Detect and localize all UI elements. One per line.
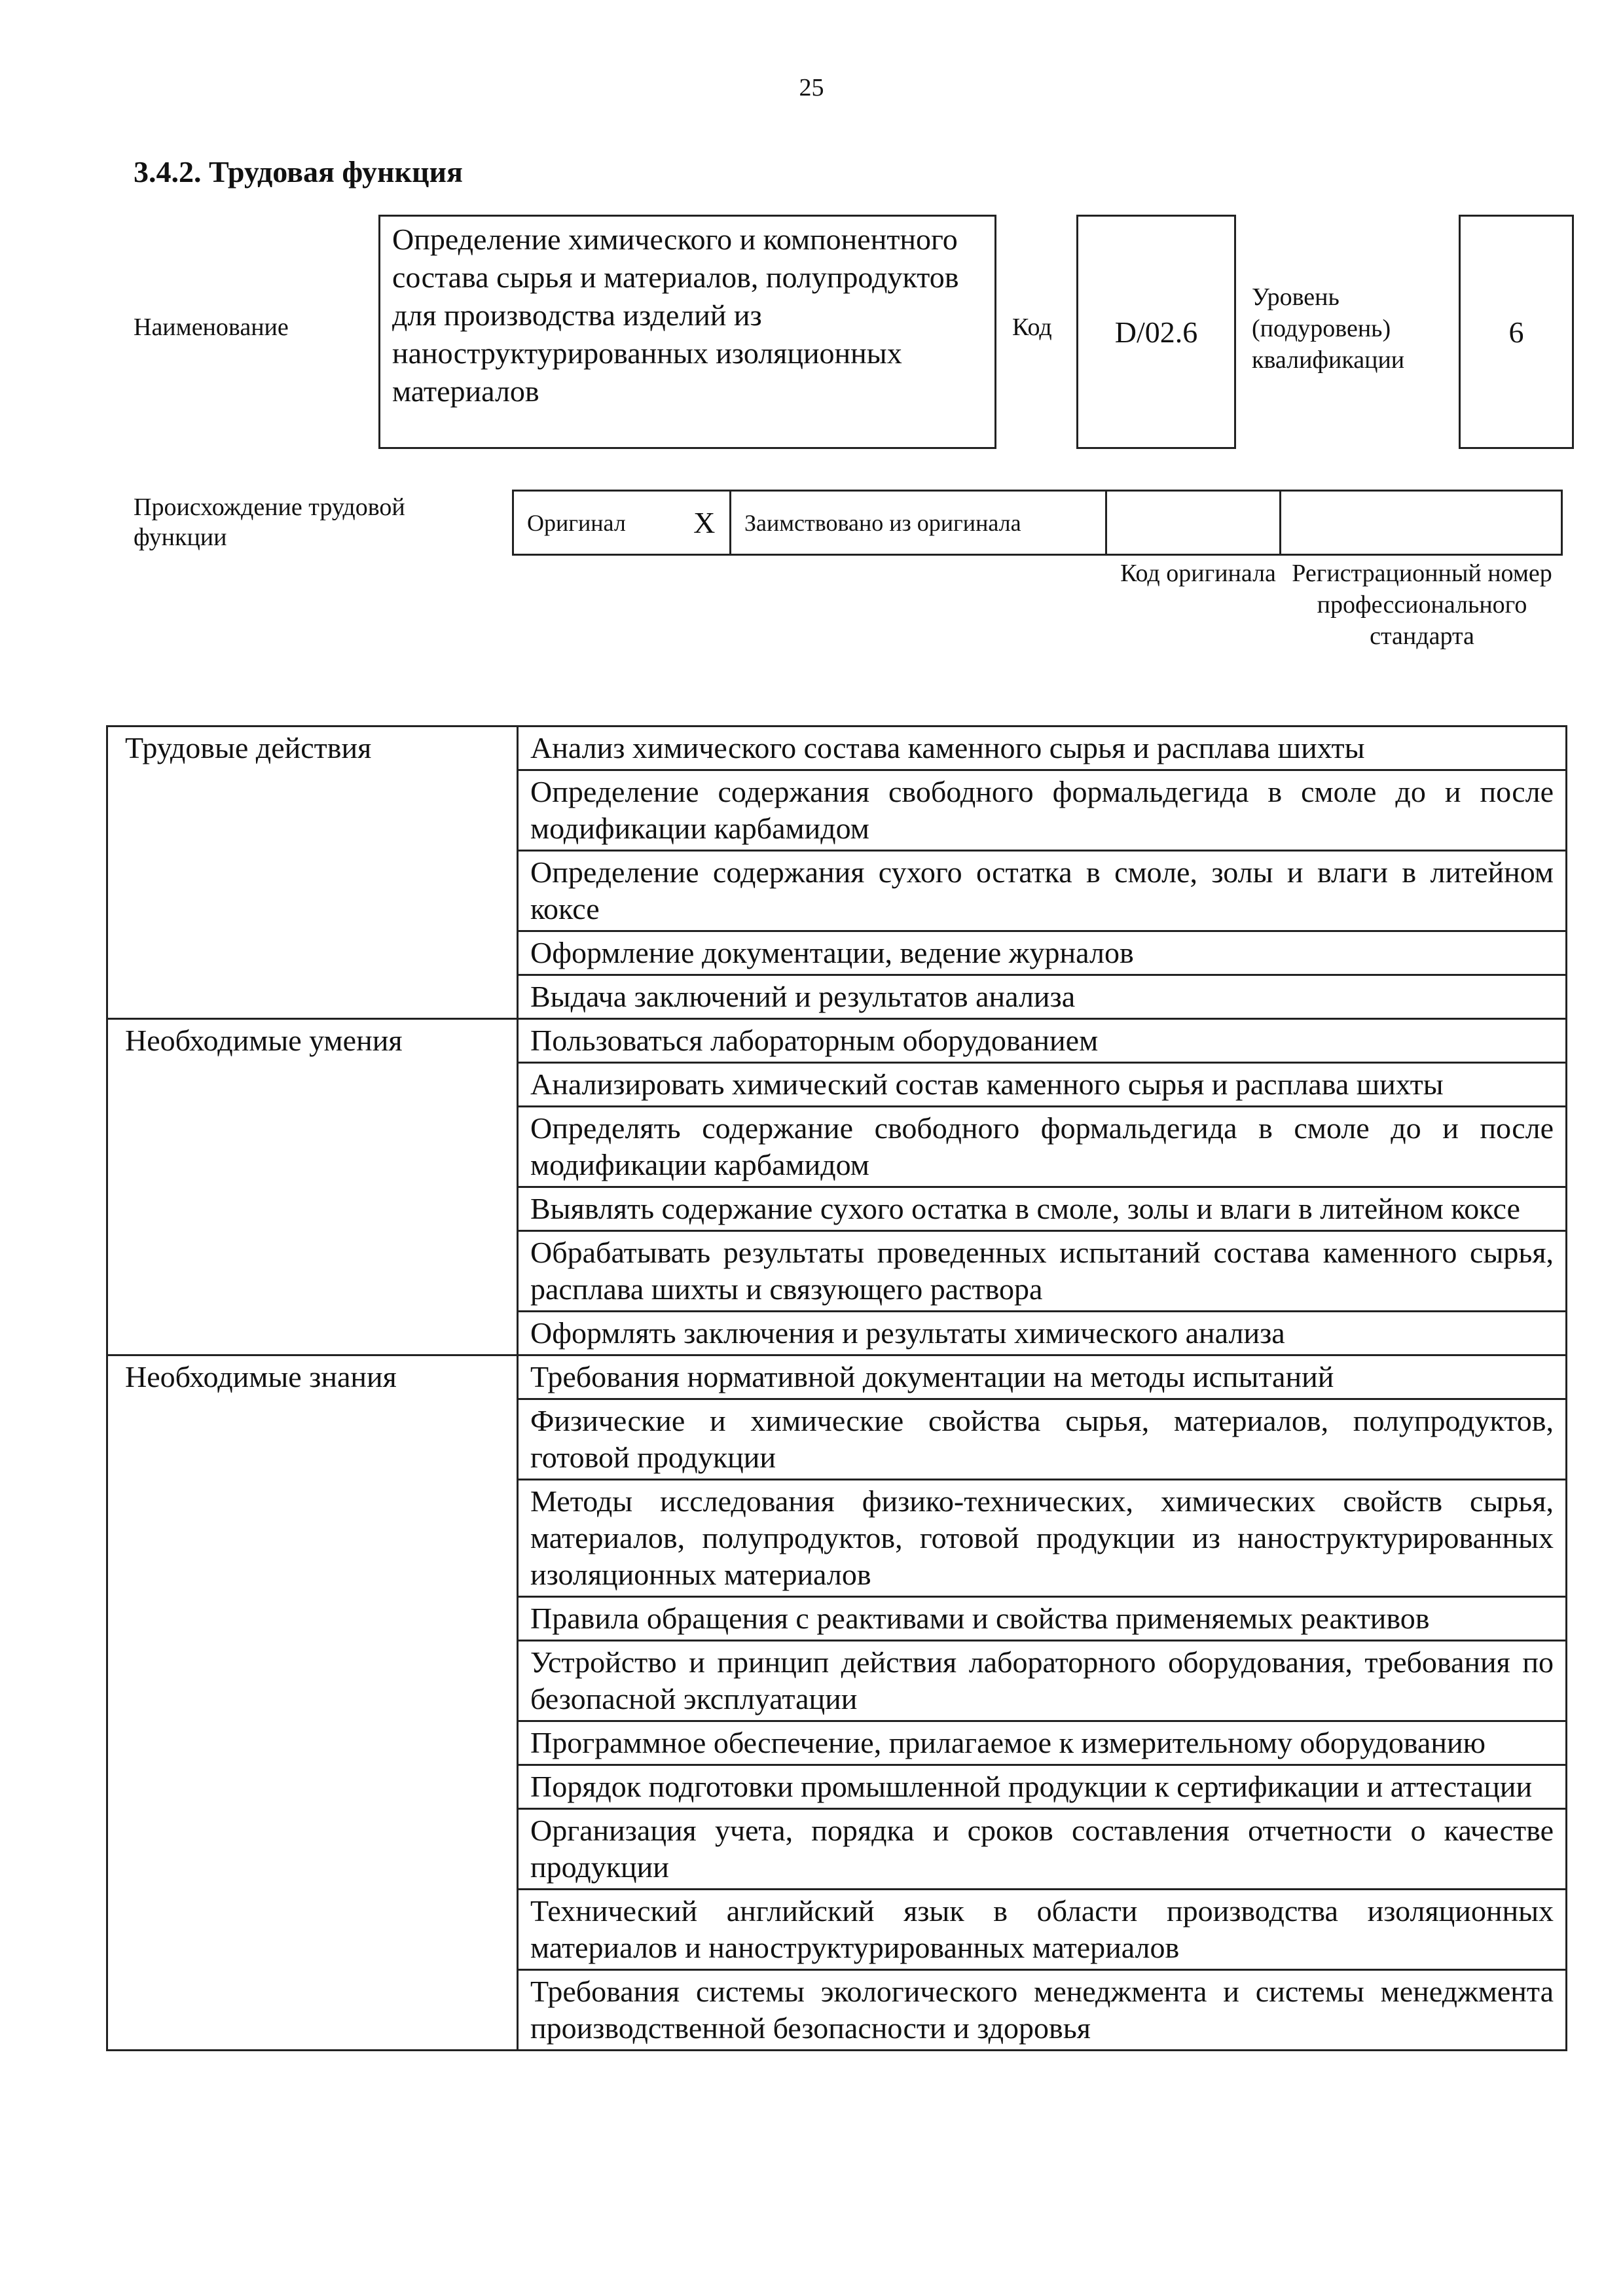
item-cell: Технический английский язык в области производства изоляционных материалов и наноструктурированных материалов [518, 1890, 1567, 1970]
level-label [1252, 281, 1448, 376]
code-caption-text: Код оригинала [1120, 560, 1276, 587]
item-cell: Правила обращения с реактивами и свойства применяемых реактивов [518, 1597, 1567, 1641]
table-row [107, 1019, 1567, 1063]
original-cell [513, 491, 680, 555]
item-cell: Устройство и принцип действия лабораторного оборудования, требования по безопасной эксплуатации [518, 1641, 1567, 1721]
item-cell: Оформлять заключения и результаты химического анализа [518, 1312, 1567, 1355]
item-cell: Организация учета, порядка и сроков составления отчетности о качестве продукции [518, 1809, 1567, 1890]
item-cell: Пользоваться лабораторным оборудованием [518, 1019, 1567, 1063]
item-cell: Требования нормативной документации на методы испытаний [518, 1355, 1567, 1399]
item-cell: Выявлять содержание сухого остатка в смоле, золы и влаги в литейном коксе [518, 1187, 1567, 1231]
name-value: Определение химического и компонентного состава сырья и материалов, полупродуктов для производства изделий из наноструктурированных изоляционных материалов [378, 215, 996, 449]
item-cell: Порядок подготовки промышленной продукции к сертификации и аттестации [518, 1765, 1567, 1809]
original-label: Оригинал [527, 509, 626, 536]
reg-number-cell [1281, 491, 1562, 555]
item-cell: Анализ химического состава каменного сырья и расплава шихты [518, 726, 1567, 770]
original-code-cell [1106, 491, 1281, 555]
name-label: Наименование [134, 314, 289, 341]
borrowed-label: Заимствовано из оригинала [744, 509, 1021, 536]
item-cell: Определение содержания свободного формальдегида в смоле до и после модификации карбамидом [518, 770, 1567, 851]
code-value: D/02.6 [1076, 215, 1236, 449]
origin-label [134, 492, 474, 552]
original-mark-cell [680, 491, 731, 555]
category-cell: Необходимые знания [107, 1355, 518, 2051]
item-cell: Обрабатывать результаты проведенных испытаний состава каменного сырья, расплава шихты и связующего раствора [518, 1231, 1567, 1312]
item-cell: Выдача заключений и результатов анализа [518, 975, 1567, 1019]
category-cell: Трудовые действия [107, 726, 518, 1019]
item-cell: Требования системы экологического менеджмента и системы менеджмента производственной безопасности и здоровья [518, 1970, 1567, 2051]
function-table-body [107, 726, 1567, 2051]
level-label-text: Уровень (подуровень) квалификации [1252, 283, 1405, 374]
reg-caption-text: Регистрационный номер профессионального стандарта [1292, 560, 1552, 650]
original-mark: X [693, 506, 716, 539]
borrowed-cell [731, 491, 1106, 555]
item-cell: Анализировать химический состав каменного сырья и расплава шихты [518, 1063, 1567, 1107]
code-caption [1113, 558, 1283, 589]
item-cell: Программное обеспечение, прилагаемое к измерительному оборудованию [518, 1721, 1567, 1765]
item-cell: Методы исследования физико-технических, химических свойств сырья, материалов, полупродуктов, готовой продукции из наноструктурированных изоляционных материалов [518, 1480, 1567, 1597]
table-row [107, 726, 1567, 770]
item-cell: Определение содержания сухого остатка в смоле, золы и влаги в литейном коксе [518, 851, 1567, 931]
category-cell: Необходимые умения [107, 1019, 518, 1355]
item-cell: Определять содержание свободного формальдегида в смоле до и после модификации карбамидом [518, 1107, 1567, 1187]
origin-label-text: Происхождение трудовой функции [134, 493, 405, 551]
section-title: 3.4.2. Трудовая функция [134, 155, 463, 188]
origin-table [512, 490, 1563, 556]
code-label: Код [1012, 314, 1052, 341]
table-row [107, 1355, 1567, 1399]
function-table [106, 725, 1567, 2051]
page-number: 25 [799, 74, 824, 101]
item-cell: Оформление документации, ведение журналов [518, 931, 1567, 975]
reg-caption [1285, 558, 1559, 652]
item-cell: Физические и химические свойства сырья, материалов, полупродуктов, готовой продукции [518, 1399, 1567, 1480]
level-value: 6 [1459, 215, 1574, 449]
